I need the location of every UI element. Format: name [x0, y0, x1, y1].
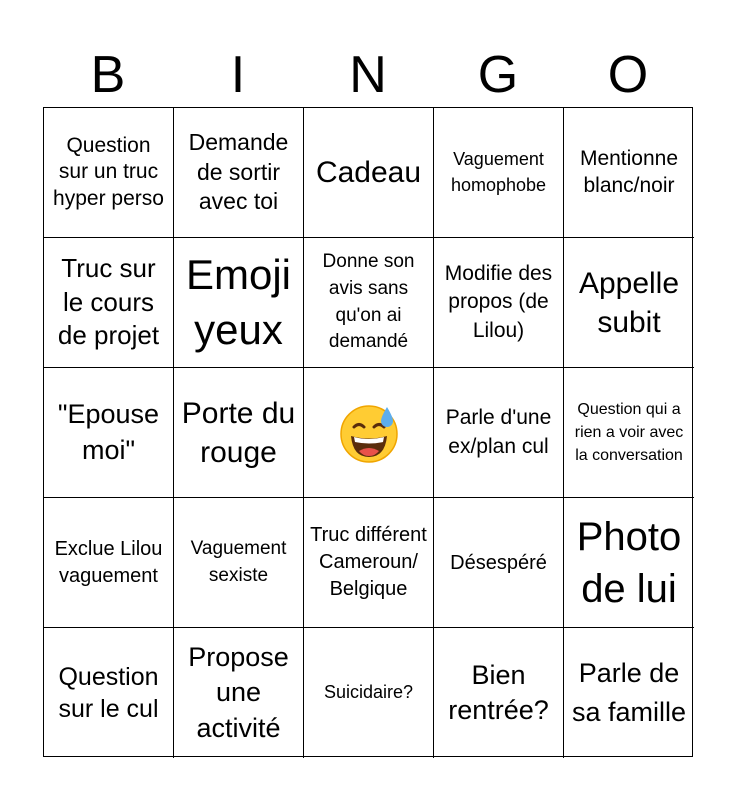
bingo-cell[interactable] — [44, 498, 174, 628]
bingo-free-space[interactable] — [304, 368, 434, 498]
bingo-cell[interactable] — [564, 238, 694, 368]
header-letter-g: G — [477, 46, 519, 104]
bingo-cell-label: Propose une activité — [188, 642, 289, 743]
bingo-cell[interactable] — [44, 108, 174, 238]
bingo-cell[interactable] — [434, 238, 564, 368]
bingo-cell-label: Photo de lui — [576, 514, 682, 611]
bingo-cell[interactable] — [174, 108, 304, 238]
bingo-cell-label: Mentionne blanc/noir — [579, 147, 679, 197]
bingo-cell[interactable] — [564, 628, 694, 758]
bingo-cell-label: Bien rentrée? — [448, 659, 549, 725]
bingo-cell[interactable] — [434, 628, 564, 758]
bingo-cell-label: Désespéré — [450, 551, 547, 574]
bingo-cell[interactable] — [44, 628, 174, 758]
bingo-cell[interactable] — [304, 498, 434, 628]
bingo-cell[interactable] — [564, 108, 694, 238]
bingo-cell-label: Question qui a rien a voir avec la conversation — [574, 400, 684, 465]
bingo-cell-label: Donne son avis sans qu'on ai demandé — [322, 251, 415, 353]
bingo-cell-label: Parle d'une ex/plan cul — [445, 406, 552, 458]
grinning-sweat-face-icon — [337, 401, 401, 465]
bingo-cell[interactable] — [304, 238, 434, 368]
bingo-cell-label: Parle de sa famille — [571, 657, 687, 727]
header-letter-o: O — [607, 46, 649, 104]
bingo-cell-label: Truc différent Cameroun/ Belgique — [310, 524, 427, 600]
header-letter-i: I — [230, 46, 246, 104]
bingo-cell[interactable] — [434, 108, 564, 238]
bingo-cell-label: Question sur un truc hyper perso — [53, 134, 164, 210]
bingo-cell-label: Exclue Lilou vaguement — [54, 537, 163, 587]
bingo-cell[interactable] — [44, 368, 174, 498]
bingo-cell[interactable] — [44, 238, 174, 368]
bingo-cell-label: Suicidaire? — [323, 682, 414, 703]
bingo-cell[interactable] — [174, 368, 304, 498]
bingo-cell-label: "Epouse moi" — [57, 399, 160, 465]
bingo-cell-label: Porte du rouge — [181, 396, 296, 469]
bingo-cell[interactable] — [564, 498, 694, 628]
bingo-cell[interactable] — [434, 368, 564, 498]
bingo-cell[interactable] — [304, 628, 434, 758]
bingo-header — [43, 44, 693, 106]
bingo-grid — [43, 107, 693, 757]
bingo-cell-label: Vaguement sexiste — [190, 537, 287, 586]
bingo-cell-label: Cadeau — [315, 155, 422, 189]
bingo-cell-label: Emoji yeux — [185, 250, 292, 353]
bingo-cell[interactable] — [174, 628, 304, 758]
bingo-cell-label: Modifie des propos (de Lilou) — [444, 261, 553, 342]
bingo-cell[interactable] — [434, 498, 564, 628]
bingo-cell[interactable] — [564, 368, 694, 498]
bingo-cell-label: Demande de sortir avec toi — [188, 128, 289, 215]
bingo-cell-label: Appelle subit — [578, 266, 680, 339]
header-letter-b: B — [90, 46, 126, 104]
bingo-cell-label: Vaguement homophobe — [450, 149, 547, 195]
bingo-cell[interactable] — [174, 498, 304, 628]
bingo-cell[interactable] — [174, 238, 304, 368]
bingo-cell-label: Truc sur le cours de projet — [57, 252, 160, 351]
bingo-cell-label: Question sur le cul — [58, 662, 159, 723]
header-letter-n: N — [349, 46, 387, 104]
bingo-cell[interactable] — [304, 108, 434, 238]
